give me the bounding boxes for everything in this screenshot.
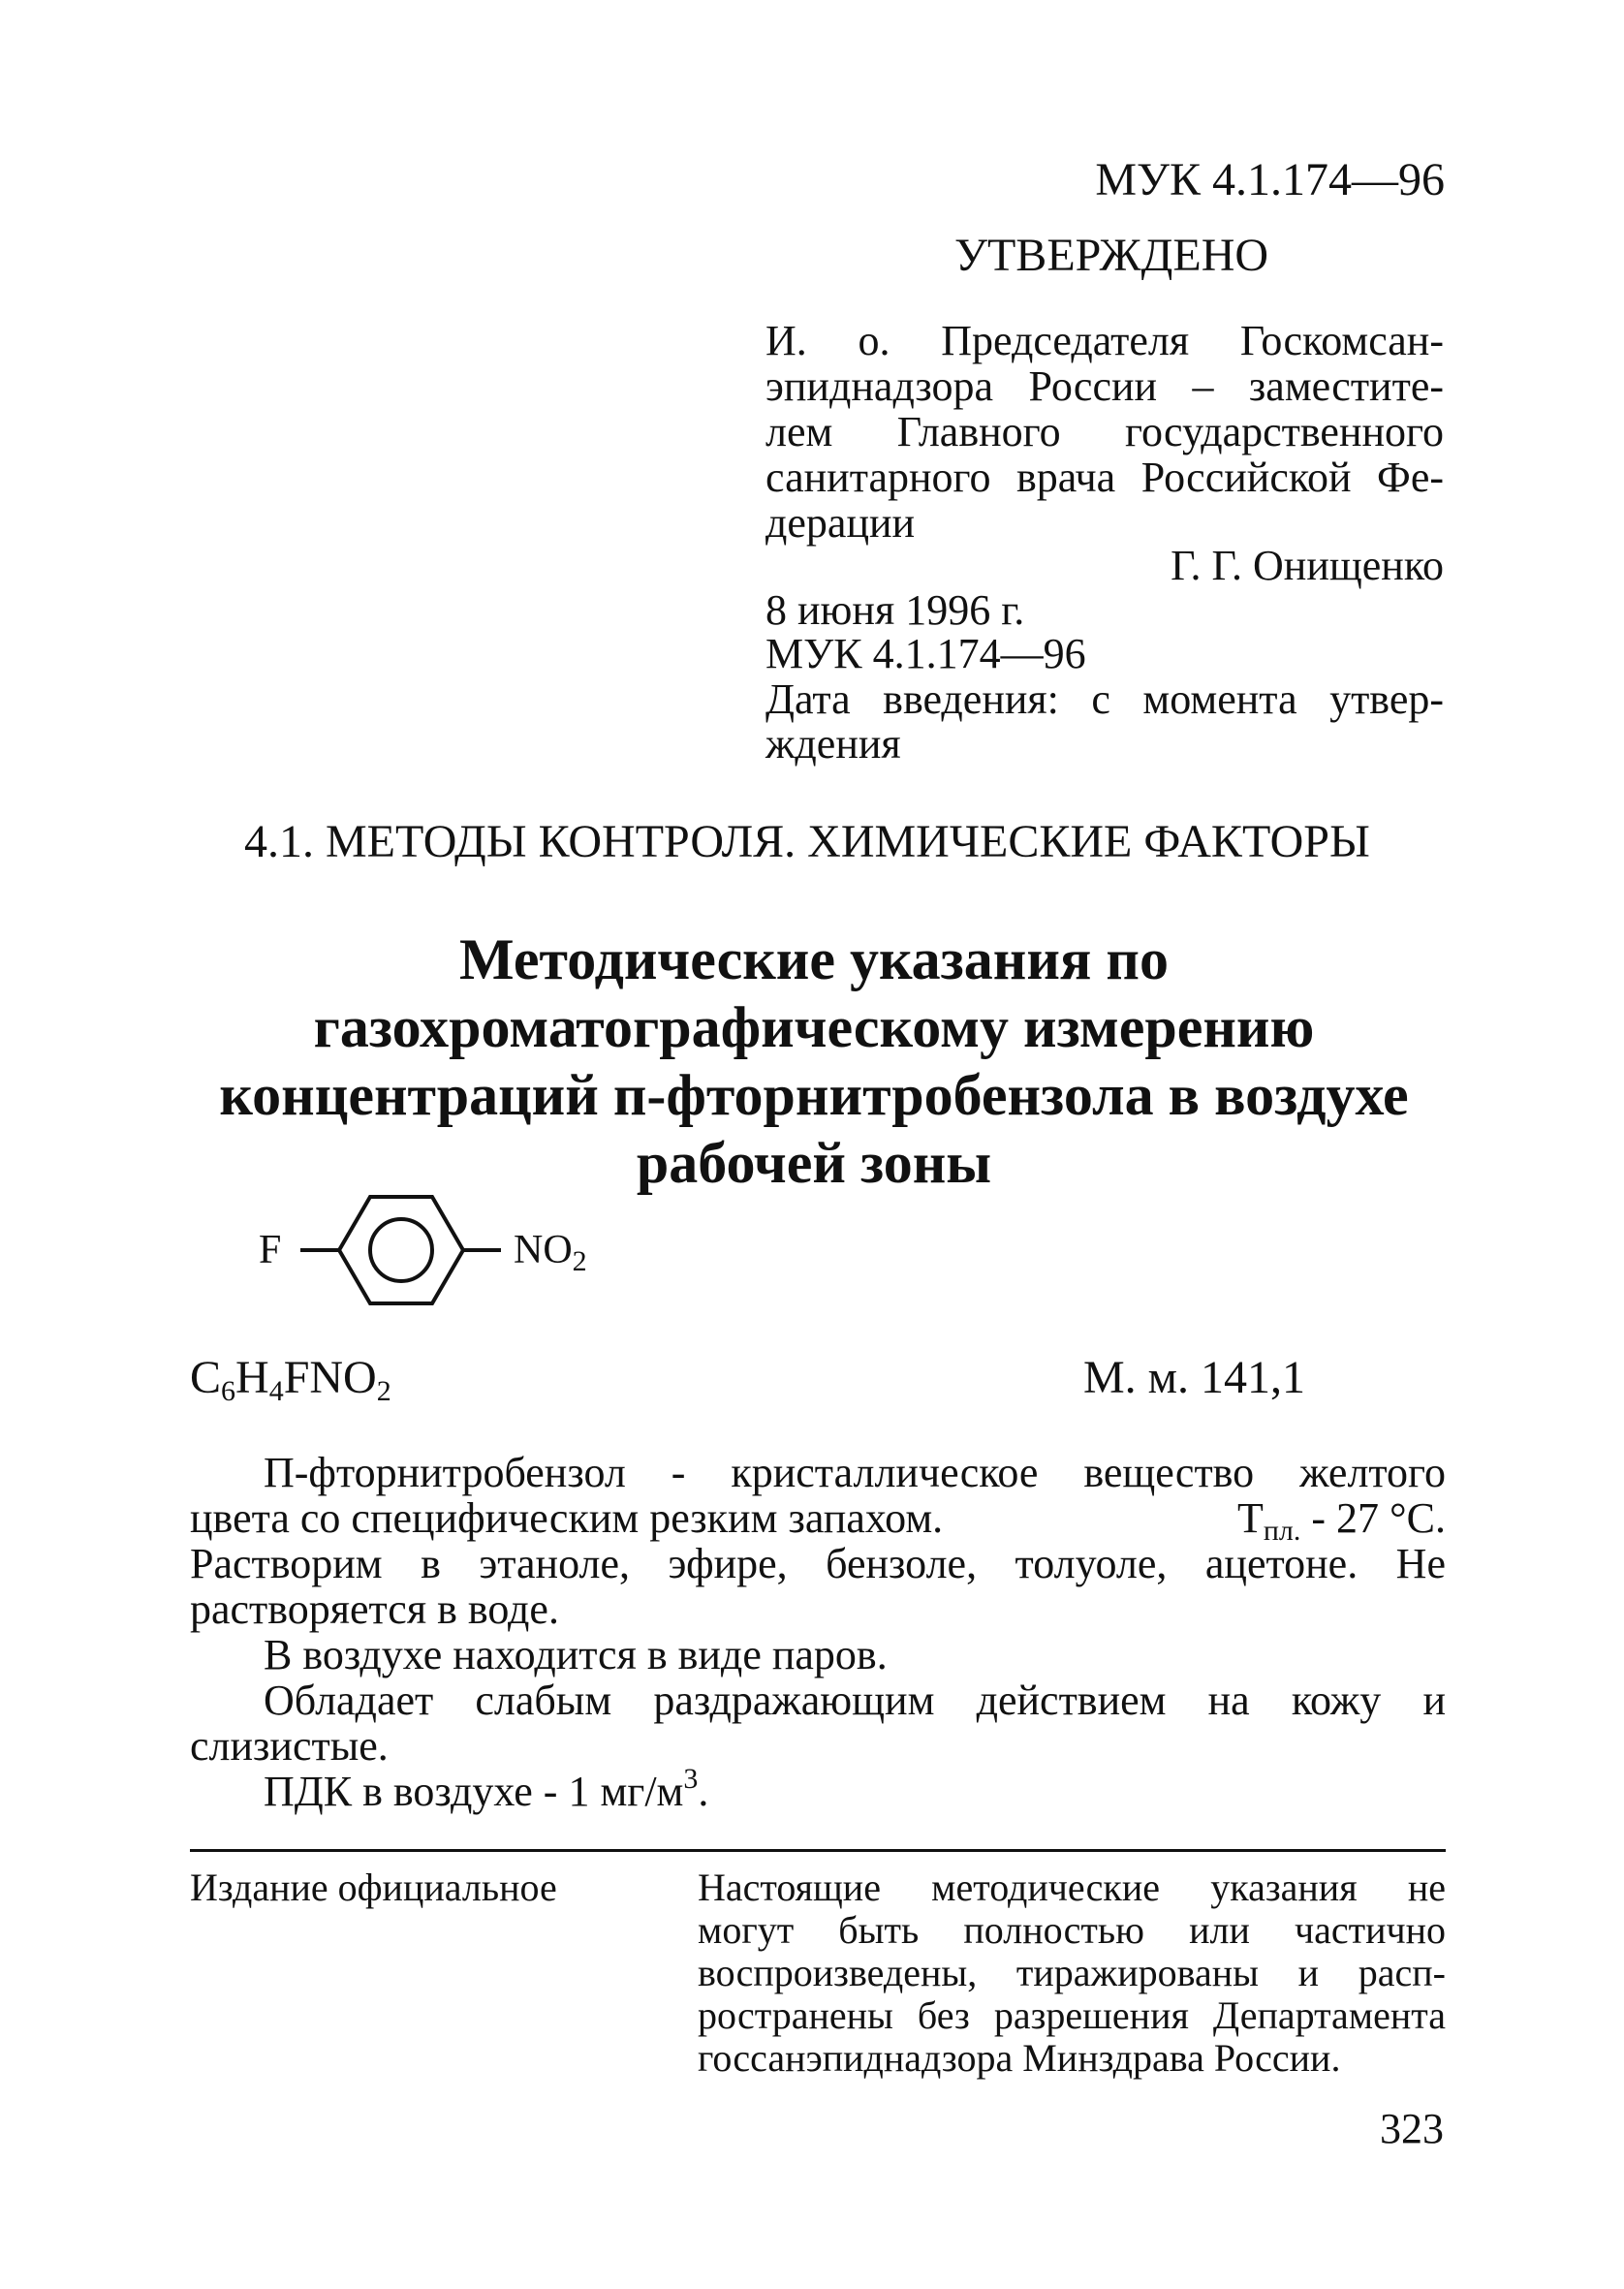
benzene-ring [339, 1197, 463, 1303]
aromatic-circle [370, 1219, 432, 1281]
body-line: Растворим в этаноле, эфире, бензоле, толуоле, ацетоне. Не [190, 1540, 1446, 1587]
body-line: растворяется в воде. [190, 1585, 559, 1633]
title-line: концентраций п-фторнитробензола в воздухе [219, 1063, 1409, 1127]
approval-line: лем Главного государственного [765, 408, 1444, 455]
title-line: газохроматографическому измерению [313, 995, 1315, 1059]
body-paragraph: В воздухе находится в виде паров. [264, 1631, 888, 1678]
melting-point: $Т_{пл.} - 27$ °С. [1236, 1494, 1446, 1547]
notice-line: госсанэпиднадзора Минздрава России. [698, 2036, 1341, 2080]
footer-divider [190, 1849, 1446, 1852]
section-heading: 4.1. МЕТОДЫ КОНТРОЛЯ. ХИМИЧЕСКИЕ ФАКТОРЫ [244, 816, 1370, 867]
effective-date-line: ждения [765, 720, 901, 768]
approval-line: эпиднадзора России – заместите- [765, 362, 1444, 410]
title-line: Методические указания по [459, 927, 1169, 991]
nitro-label: NO2 [514, 1228, 587, 1277]
body-line [190, 1494, 1446, 1547]
notice-line: могут быть полностью или частично [698, 1908, 1446, 1952]
notice-line: Настоящие методические указания не [698, 1866, 1446, 1909]
approval-line: дерации [765, 499, 916, 547]
official-edition-label: Издание официальное [190, 1866, 557, 1909]
approval-line: И. о. Председателя Госкомсан- [765, 317, 1444, 364]
notice-line: воспроизведены, тиражированы и расп- [698, 1951, 1446, 1994]
effective-date-line: Дата введения: с момента утвер- [765, 675, 1444, 723]
approval-doc-code: МУК 4.1.174—96 [765, 630, 1086, 677]
body-line: Обладает слабым раздражающим действием на кожу и [264, 1677, 1446, 1724]
approval-stamp-heading: УТВЕРЖДЕНО [954, 230, 1269, 281]
molecular-formula: $C_6H_4FNO_2$ [190, 1352, 391, 1407]
structural-formula [247, 1180, 654, 1316]
body-line: слизистые. [190, 1722, 389, 1770]
notice-line: ространены без разрешения Департамента [698, 1993, 1446, 2037]
exposure-limit: ПДК в воздухе - 1 $мг/м^3$. [264, 1763, 709, 1815]
document-code: МУК 4.1.174—96 [1095, 154, 1445, 205]
molar-mass: М. м. 141,1 [1083, 1352, 1306, 1403]
body-line: П-фторнитробензол - кристаллическое вещество желтого [264, 1449, 1446, 1496]
body-line-text: цвета со специфическим резким запахом. [190, 1494, 944, 1542]
page-number: 323 [1380, 2105, 1444, 2152]
signer-name: Г. Г. Онищенко [1171, 542, 1444, 589]
approval-line: санитарного врача Российской Фе- [765, 454, 1444, 501]
title-line: рабочей зоны [636, 1131, 992, 1195]
fluorine-label: F [259, 1228, 282, 1272]
approval-date: 8 июня 1996 г. [765, 586, 1025, 634]
